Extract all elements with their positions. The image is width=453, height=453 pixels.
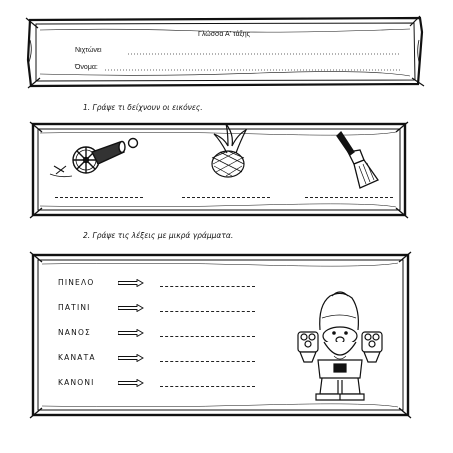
header-field-1-label: Νιχτώνει	[75, 47, 102, 54]
answer-blank-brush[interactable]	[305, 197, 393, 198]
answer-blank-pineapple[interactable]	[182, 197, 270, 198]
worksheet-title: Γλώσσα Α' τάξης	[198, 31, 251, 38]
gnome-icon	[298, 292, 382, 400]
word-label: ΚΑΝΟΝΙ	[58, 378, 95, 387]
word-answer-blank[interactable]	[160, 386, 255, 387]
cannon-icon	[50, 139, 138, 177]
header-field-2-label: Όνομα:	[75, 64, 98, 71]
word-label: ΝΑΝΟΣ	[58, 328, 91, 337]
word-answer-blank[interactable]	[160, 361, 255, 362]
exercise-2-instruction: 2. Γράψε τις λέξεις με μικρά γράμματα.	[83, 231, 234, 240]
arrow-right-icon	[118, 354, 144, 362]
word-label: ΚΑΝΑΤΑ	[58, 353, 96, 362]
arrow-right-icon	[118, 304, 144, 312]
arrow-right-icon	[118, 329, 144, 337]
word-label: ΠΑΤΙΝΙ	[58, 303, 91, 312]
word-answer-blank[interactable]	[160, 311, 255, 312]
word-label: ΠΙΝΕΛΟ	[58, 278, 95, 287]
arrow-right-icon	[118, 279, 144, 287]
arrow-right-icon	[118, 379, 144, 387]
header-field-1-input[interactable]	[128, 46, 400, 56]
answer-blank-cannon[interactable]	[55, 197, 143, 198]
name-input[interactable]	[105, 62, 400, 72]
exercise-1-instruction: 1. Γράψε τι δείχνουν οι εικόνες.	[83, 103, 203, 112]
word-answer-blank[interactable]	[160, 286, 255, 287]
word-answer-blank[interactable]	[160, 336, 255, 337]
pineapple-icon	[212, 124, 246, 177]
brush-icon	[337, 132, 378, 188]
